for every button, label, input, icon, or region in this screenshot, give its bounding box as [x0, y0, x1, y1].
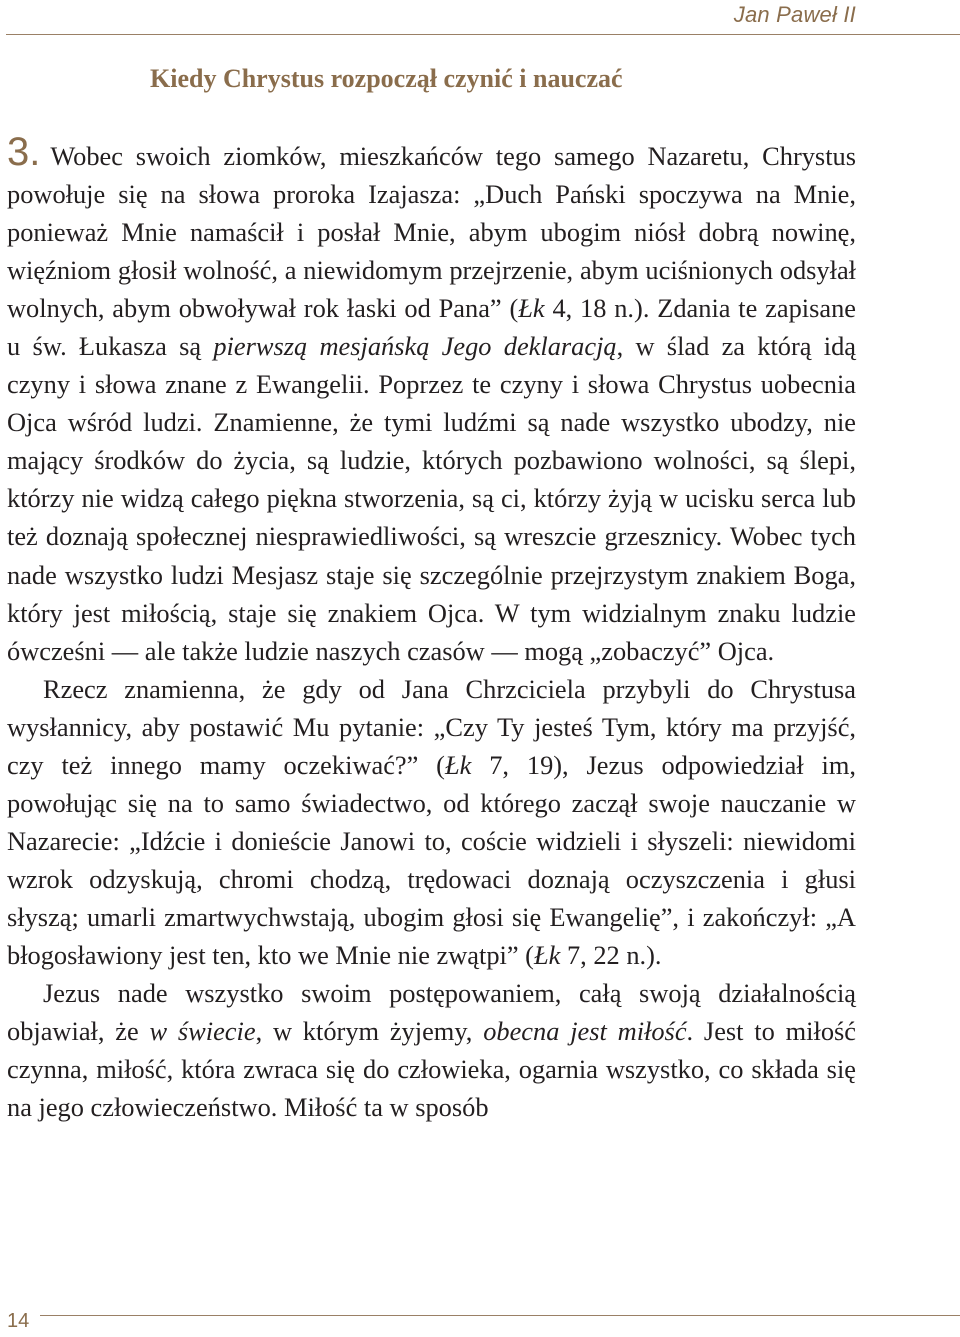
text-run: 7, 22 n.). — [560, 939, 662, 970]
paragraph-1 — [7, 130, 856, 670]
text-run: Rzecz znamienna, że gdy od Jana Chrzciciela przybyli do Chrystusa wysłannicy, aby postawić Mu pytanie: „Czy Ty jesteś Tym, który ma przyjść, czy też innego mamy oczekiwać?” ( — [7, 673, 856, 780]
text-run: Wobec swoich ziomków, mieszkańców tego samego Nazaretu, Chrystus powołuje się na słowa proroka Izajasza: „Duch Pański spoczywa na Mnie, ponieważ Mnie namaścił i posłał Mnie, abym ubogim niósł dobrą nowinę, więźniom głosił wolność, a niewidomym przejrzenie, abym uciśnionych odsyłał wolnych, abym obwoływał rok łaski od Pana” ( — [7, 141, 856, 324]
italic-text-run: obecna jest miłość — [483, 1016, 687, 1047]
text-run: , w ślad za którą idą czyny i słowa znane z Ewangelii. Poprzez te czyny i słowa Chrystus uobecnia Ojca wśród ludzi. Znamienne, że tymi ludźmi są nade wszystko ubodzy, nie mający środków do życia, są ludzie, których pozbawiono wolności, są ślepi, którzy nie widzą całego piękna stworzenia, są ci, którzy żyją w ucisku serca lub też doznają społecznej niesprawiedliwości, są wreszcie grzesznicy. Wobec tych nade wszystko ludzi Mesjasz staje się szczególnie przejrzystym znakiem Boga, który jest miłością, staje się znakiem Ojca. W tym widzialnym znaku ludzie ówcześni — ale także ludzie naszych czasów — mogą „zobaczyć” Ojca. — [7, 331, 856, 666]
text-run: Jezus nade wszystko swoim postępowaniem, całą swoją działalnością objawiał, że — [7, 978, 856, 1047]
italic-text-run: pierwszą mesjańską Jego deklaracją — [213, 331, 617, 362]
section-title: Kiedy Chrystus rozpoczął czynić i nauczać — [150, 64, 623, 93]
paragraph-1-text — [7, 141, 856, 666]
paragraph-2-text — [7, 674, 856, 970]
header-divider — [6, 34, 960, 35]
running-head-author: Jan Paweł II — [733, 2, 856, 27]
text-run: 7, 19), Jezus odpowiedział im, powołując się na to samo świadectwo, od którego zaczął swoje nauczanie w Nazarecie: „Idźcie i donieście Janowi to, coście widzieli i słyszeli: niewidomi wzrok odzyskują, chromi chodzą, trędowaci doznają oczyszczenia i głusi słyszą; umarli zmartwychwstają, ubogim głosi się Ewangelię”, i zakończył: „A błogosławiony jest ten, kto we Mnie nie zwątpi” ( — [7, 749, 856, 970]
paragraph-2 — [7, 670, 856, 974]
text-run: . Jest to miłość czynna, miłość, która zwraca się do człowieka, ogarnia wszystko, co składa się na jego człowieczeństwo. Miłość ta w sposób — [7, 1016, 856, 1123]
body-text — [7, 130, 856, 1126]
paragraph-3 — [7, 974, 856, 1126]
footer-divider — [40, 1315, 960, 1316]
text-run: , w którym żyjemy, — [255, 1016, 484, 1047]
italic-text-run: Łk — [444, 749, 472, 780]
paragraph-number: 3. — [7, 130, 41, 174]
italic-text-run: w świecie — [149, 1016, 256, 1047]
page-number: 14 — [7, 1310, 30, 1332]
italic-text-run: Łk — [518, 293, 545, 324]
italic-text-run: Łk — [533, 939, 561, 970]
text-run: 4, 18 n.). Zdania te zapisane u św. Łukasza są — [7, 293, 856, 362]
paragraph-3-text — [7, 978, 856, 1122]
